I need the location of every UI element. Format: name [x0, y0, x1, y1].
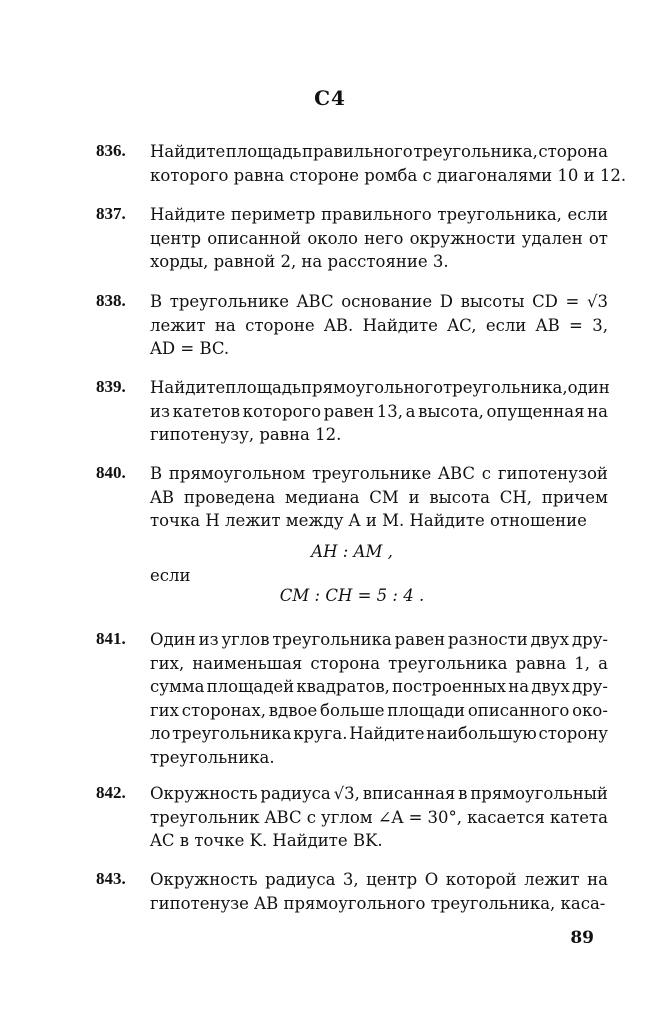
text-line: гих сторонах, вдвое больше площади описанного око-	[150, 700, 608, 720]
page-number: 89	[570, 928, 594, 948]
problem-text	[150, 628, 608, 769]
text-line: В прямоугольном треугольнике ABC с гипотенузой	[150, 464, 608, 483]
text-line: AD = BC.	[150, 339, 230, 358]
ratio-formula: AH : AM ,	[311, 542, 393, 561]
text-line: ло треугольника круга. Найдите наибольшую сторону	[150, 724, 608, 743]
problem-text	[150, 376, 608, 447]
text-line: Найдите площадь правильного треугольника, сторона	[150, 142, 608, 161]
text-line: В треугольнике ABC основание D высоты CD = √3	[150, 292, 608, 311]
text-line: гипотенузу, равна 12.	[150, 425, 342, 444]
problem-number: 841.	[96, 629, 126, 648]
problem-number: 839.	[96, 377, 126, 396]
section-heading: С4	[314, 86, 346, 110]
text-line: гих, наименьшая сторона треугольника равна 1, а	[150, 653, 608, 673]
problem-number: 842.	[96, 783, 126, 802]
problem-number: 840.	[96, 463, 126, 482]
text-line: Найдите площадь прямоугольного треугольника, один	[150, 378, 610, 397]
text-line: точка H лежит между A и M. Найдите отношение	[150, 511, 587, 530]
condition-formula: CM : CH = 5 : 4 .	[279, 586, 425, 605]
text-line: треугольник ABC с углом ∠A = 30°, касается катета	[150, 807, 608, 827]
problem-number: 836.	[96, 141, 126, 160]
text-line: Окружность радиуса √3, вписанная в прямоугольный	[150, 784, 608, 803]
text-line: Один из углов треугольника равен разности двух дру-	[150, 630, 608, 649]
text-line: треугольника.	[150, 747, 275, 767]
problem-number: 843.	[96, 869, 126, 888]
problem-number: 838.	[96, 291, 126, 310]
text-line: AC в точке K. Найдите BK.	[150, 831, 383, 850]
text-line: из катетов которого равен 13, а высота, опущенная на	[150, 401, 608, 421]
problem-text	[150, 782, 608, 853]
text-line: лежит на стороне AB. Найдите AC, если AB = 3,	[150, 315, 608, 335]
text-line: сумма площадей квадратов, построенных на двух дру-	[150, 677, 608, 696]
text-line: которого равна стороне ромба с диагоналями 10 и 12.	[150, 165, 627, 185]
problem-text	[150, 290, 608, 361]
problem-number: 837.	[96, 204, 126, 223]
problem-text	[150, 868, 608, 915]
text-line: Окружность радиуса 3, центр O которой лежит на	[150, 870, 608, 889]
problem-text	[150, 140, 627, 187]
text-line: гипотенузе AB прямоугольного треугольника, каса-	[150, 893, 606, 913]
text-line: хорды, равной 2, на расстояние 3.	[150, 252, 449, 271]
text-line: центр описанной около него окружности удален от	[150, 228, 608, 248]
text-line: Найдите периметр правильного треугольника, если	[150, 205, 608, 224]
problem-text	[150, 203, 608, 274]
problem-text	[150, 462, 608, 533]
text-line: AB проведена медиана CM и высота CH, причем	[150, 487, 608, 507]
if-word: если	[150, 566, 191, 585]
